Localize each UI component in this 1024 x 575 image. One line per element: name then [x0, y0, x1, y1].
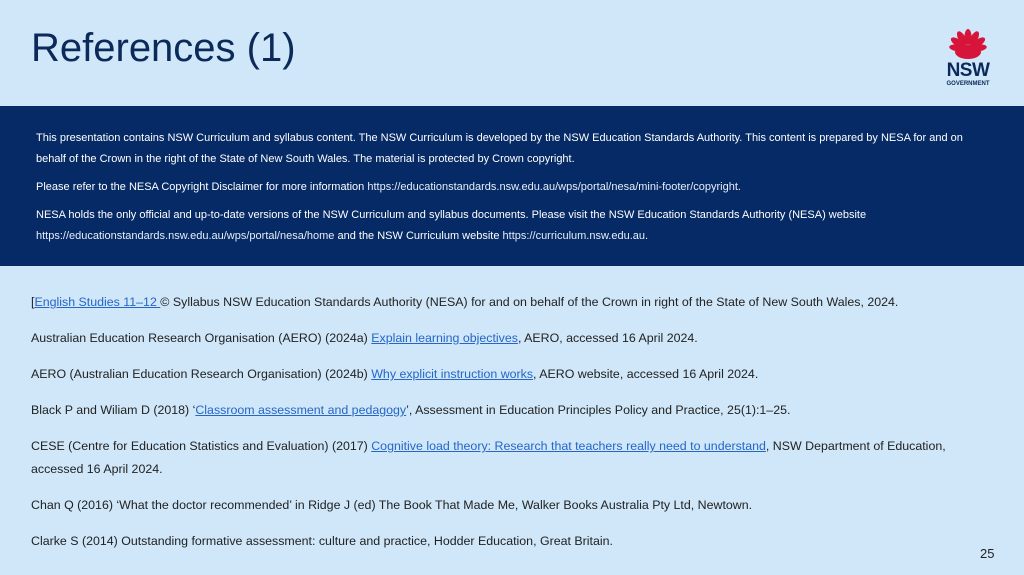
- reference-item: CESE (Centre for Education Statistics and Evaluation) (2017) Cognitive load theory: Research that teachers really need to understand, NSW Department of Education, accessed 16 April 2024.: [31, 439, 946, 476]
- copyright-url-link[interactable]: https://educationstandards.nsw.edu.au/wps/portal/nesa/mini-footer/copyright: [367, 181, 738, 193]
- copyright-text: This presentation contains NSW Curriculum and syllabus content. The NSW Curriculum is developed by the NSW Education Standards Authority. This content is prepared by NESA for and on behalf of the Crown in the right of the State of New South Wales. The material is protected by Crown copyright.: [36, 132, 963, 165]
- nesa-end: .: [645, 230, 649, 242]
- copyright-notice-band: [0, 106, 1024, 266]
- logo-subtitle: GOVERNMENT: [946, 81, 990, 87]
- slide-title: References (1): [31, 26, 296, 70]
- page-number: 25: [980, 546, 995, 561]
- reference-item: [English Studies 11–12 © Syllabus NSW Education Standards Authority (NESA) for and on behalf of the Crown in right of the State of New South Wales, 2024.: [31, 295, 899, 309]
- copyright-paragraph: [36, 128, 988, 170]
- nesa-paragraph: [36, 205, 988, 247]
- reference-item: Black P and Wiliam D (2018) ‘Classroom assessment and pedagogy’, Assessment in Education Principles Policy and Practice, 25(1):1–25.: [31, 403, 791, 417]
- logo-wordmark: NSW: [946, 60, 990, 81]
- nesa-text: NESA holds the only official and up-to-date versions of the NSW Curriculum and syllabus documents. Please visit the NSW Education Standards Authority (NESA) website: [36, 209, 867, 221]
- reference-link[interactable]: Classroom assessment and pedagogy: [195, 403, 407, 417]
- reference-list: [31, 291, 991, 566]
- reference-item: Chan Q (2016) ‘What the doctor recommended’ in Ridge J (ed) The Book That Made Me, Walker Books Australia Pty Ltd, Newtown.: [31, 498, 753, 512]
- nesa-mid-text: and the NSW Curriculum website: [334, 230, 503, 242]
- disclaimer-text: Please refer to the NESA Copyright Disclaimer for more information: [36, 181, 368, 193]
- reference-item: Clarke S (2014) Outstanding formative assessment: culture and practice, Hodder Education, Great Britain.: [31, 534, 613, 548]
- waratah-icon: [938, 28, 998, 62]
- nesa-home-url-link[interactable]: https://educationstandards.nsw.edu.au/wps/portal/nesa/home: [36, 230, 335, 242]
- reference-item: AERO (Australian Education Research Organisation) (2024b) Why explicit instruction works, AERO website, accessed 16 April 2024.: [31, 367, 759, 381]
- reference-item: Australian Education Research Organisation (AERO) (2024a) Explain learning objectives, AERO, accessed 16 April 2024.: [31, 331, 698, 345]
- curriculum-url-link[interactable]: https://curriculum.nsw.edu.au: [502, 230, 646, 242]
- reference-link[interactable]: Cognitive load theory: Research that teachers really need to understand: [371, 439, 766, 453]
- nsw-government-logo: [938, 28, 998, 90]
- disclaimer-end: .: [737, 181, 741, 193]
- reference-link[interactable]: Explain learning objectives: [371, 331, 518, 345]
- reference-link[interactable]: English Studies 11–12: [34, 295, 161, 309]
- reference-link[interactable]: Why explicit instruction works: [371, 367, 534, 381]
- disclaimer-paragraph: [36, 177, 988, 198]
